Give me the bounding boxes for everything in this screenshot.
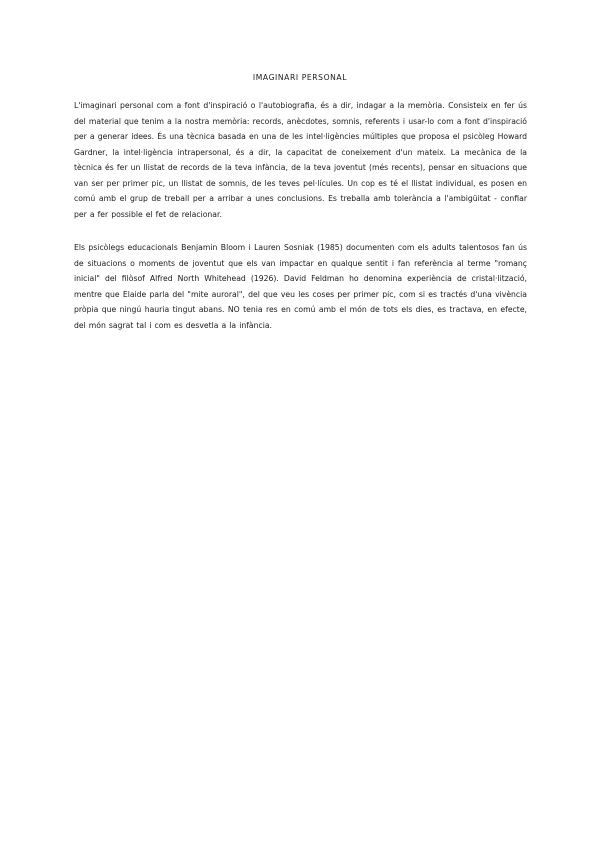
body-paragraph-2: Els psicòlegs educacionals Benjamin Bloom i Lauren Sosniak (1985) documenten com els adults talentosos fan ús de situacions o moments de joventut que els van impactar en qualque sentit i fan referència al terme "romanç inicial" del filòsof Alfred North Whitehead (1926). David Feldman ho denomina experiència de cristal·lització, mentre que Elaide parla del "mite auroral", del que veu les coses per primer pic, com si es tractés d'una vivència pròpia que ningú hauria tingut abans. NO tenia res en comú amb el món de tots els dies, es tractava, en efecte, del món sagrat tal i com es desvetla a la infància. xyxy=(74,243,527,330)
body-paragraph-1: L'imaginari personal com a font d'inspiració o l'autobiografia, és a dir, indagar a la memòria. Consisteix en fer ús del material que tenim a la nostra memòria: records, anècdotes, somnis, referents i usar-lo com a font d'inspiració per a generar idees. És una tècnica basada en una de les intel·ligències múltiples que proposa el psicòleg Howard Gardner, la intel·ligència intrapersonal, és a dir, la capacitat de coneixement d'un mateix. La mecànica de la tècnica és fer un llistat de records de la teva infància, de la teva joventut (més recents), pensar en situacions que van ser per primer pic, un llistat de somnis, de les teves pel·lícules. Un cop es té el llistat individual, es posen en comú amb el grup de treball per a arribar a unes conclusions. Es treballa amb tolerància a l'ambigüitat - confiar per a fer possible el fet de relacionar. xyxy=(74,101,527,219)
page-title: IMAGINARI PERSONAL xyxy=(252,73,348,82)
